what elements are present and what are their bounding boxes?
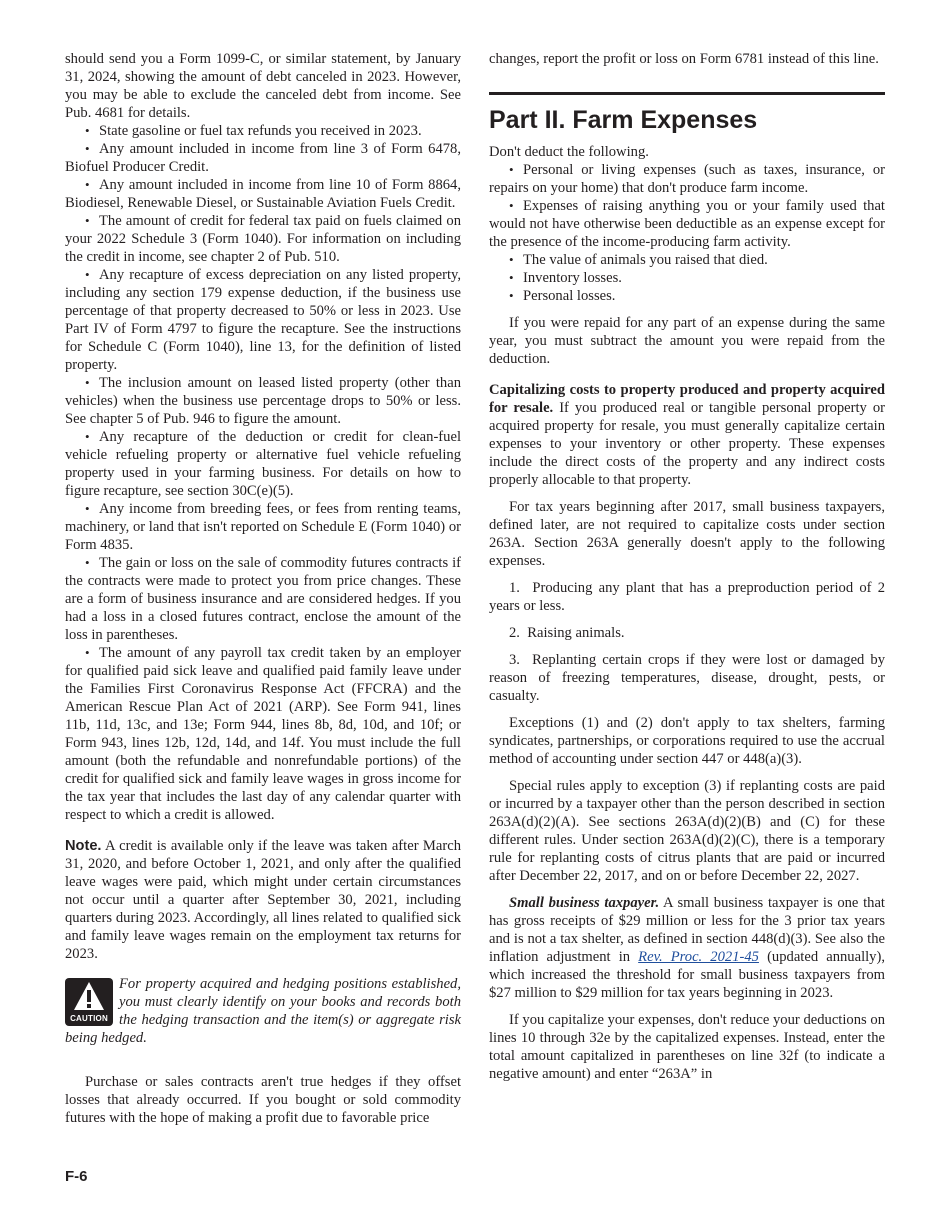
note-label: Note. [65, 838, 102, 854]
section-divider [489, 92, 885, 95]
bullet-item: • The amount of credit for federal tax paid on fuels claimed on your 2022 Schedule 3 (Form 1040). For information on including the credit in income, see chapter 2 of Pub. 510. [65, 212, 461, 266]
bullet-item: • The gain or loss on the sale of commodity futures contracts if the contracts were made to protect you from price changes. These are a form of business insurance and are considered hedges. If you had a loss in a closed futures contract, enclose the amount of the loss in parentheses. [65, 554, 461, 644]
special-rules-paragraph: Special rules apply to exception (3) if replanting costs are paid or incurred by a taxpayer other than the person described in section 263A(d)(2)(A). See sections 263A(d)(2)(B) and (C) for these different rules. Under section 263A(d)(2)(C), there is a temporary rule for replanting costs of citrus plants that are paid or incurred after December 22, 2017, and on or before December 22, 2027. [489, 778, 885, 884]
tax-years-paragraph: For tax years beginning after 2017, small business taxpayers, defined later, are not required to capitalize costs under section 263A. Section 263A generally doesn't apply to the following expenses. [489, 499, 885, 569]
note-paragraph [65, 837, 461, 963]
section-heading: Part II. Farm Expenses [489, 106, 758, 134]
capitalizing-heading: Capitalizing costs to property produced and property acquired for resale. [489, 382, 885, 416]
note-text: A credit is available only if the leave was taken after March 31, 2020, and before October 1, 2021, and only after the qualified leave wages were paid, which might under certain circumstances not occur until a quarter after September 30, 2021, including quarters during 2023. Accordingly, all lines related to qualified sick and family leave wages remain on the employment tax returns for 2023. [65, 838, 462, 962]
form-6781-paragraph: changes, report the profit or loss on Form 6781 instead of this line. [489, 51, 879, 67]
bullet-item: • Inventory losses. [489, 269, 885, 287]
bullet-item: • Personal or living expenses (such as taxes, insurance, or repairs on your home) that don't produce farm income. [489, 161, 885, 197]
bullet-item: • Any income from breeding fees, or fees from renting teams, machinery, or land that isn't reported on Schedule E (Form 1040) or Form 4835. [65, 500, 461, 554]
bullet-item: • The amount of any payroll tax credit taken by an employer for qualified paid sick leave and qualified paid family leave under the Families First Coronavirus Response Act (FFCRA) and the American Rescue Plan Act of 2021 (ARP). See Form 941, lines 11b, 11d, 13c, and 13e; Form 944, lines 8b, 8d, 10d, and 10f; or Form 943, lines 12b, 12d, 14d, and 14f. You must include the full amount (both the refundable and nonrefundable portions) of the credit for qualified sick and family leave wages in gross income for the tax year that includes the last day of any calendar quarter with respect to which a credit is allowed. [65, 644, 461, 824]
small-business-heading: Small business taxpayer. [509, 895, 660, 911]
caution-block [65, 975, 461, 1047]
debt-cancellation-paragraph: should send you a Form 1099-C, or similar statement, by January 31, 2024, showing the amount of debt canceled in 2023. However, you may be able to exclude the canceled debt from income. See Pub. 4681 for details. [65, 51, 461, 121]
caution-icon [65, 978, 113, 1026]
item-text: Raising animals. [527, 625, 625, 641]
bullet-item: • State gasoline or fuel tax refunds you received in 2023. [65, 122, 461, 140]
caution-text: For property acquired and hedging positions established, you must clearly identify on your books and records both the hedging transaction and the item(s) or aggregate risk being hedged. [65, 976, 461, 1046]
left-column [65, 50, 461, 1127]
item-number: 1. [509, 580, 520, 596]
item-text: Replanting certain crops if they were lost or damaged by reason of freezing temperatures, disease, drought, pests, or casualty. [489, 652, 886, 704]
dont-deduct-intro: Don't deduct the following. [489, 144, 649, 160]
bullet-item: • The value of animals you raised that died. [489, 251, 885, 269]
hedges-paragraph: Purchase or sales contracts aren't true hedges if they offset losses that already occurred. If you bought or sold commodity futures with the hope of making a profit due to favorable price [65, 1074, 461, 1126]
item-number: 2. [509, 625, 520, 641]
numbered-item [489, 624, 885, 642]
right-column [489, 50, 885, 1083]
repaid-paragraph: If you were repaid for any part of an expense during the same year, you must subtract the amount you were repaid from the deduction. [489, 315, 885, 367]
bullet-item: • Any amount included in income from line 10 of Form 8864, Biodiesel, Renewable Diesel, or Sustainable Aviation Fuels Credit. [65, 176, 461, 212]
capitalize-expenses-paragraph: If you capitalize your expenses, don't reduce your deductions on lines 10 through 32e by the capitalized expenses. Instead, enter the total amount capitalized in parentheses on line 32f (to indicate a negative amount) and enter “263A” in [489, 1012, 885, 1082]
caution-label: CAUTION [70, 1014, 108, 1023]
page-number: F-6 [65, 1168, 88, 1185]
bullet-item: • The inclusion amount on leased listed property (other than vehicles) when the business use percentage drops to 50% or less. See chapter 5 of Pub. 946 to figure the amount. [65, 374, 461, 428]
bullet-item: • Any amount included in income from line 3 of Form 6478, Biofuel Producer Credit. [65, 140, 461, 176]
numbered-item [489, 651, 885, 705]
numbered-item [489, 579, 885, 615]
bullet-item: • Any recapture of excess depreciation on any listed property, including any section 179 expense deduction, if the business use percentage of that property decreased to 50% or less in 2023. Use Part IV of Form 4797 to figure the recapture. See the instructions for Schedule C (Form 1040), line 13, for the definition of listed property. [65, 266, 461, 374]
bullet-item: • Expenses of raising anything you or your family used that would not have otherwise been deductible as an expense except for the presence of the income-producing farm activity. [489, 197, 885, 251]
bullet-item: • Any recapture of the deduction or credit for clean-fuel vehicle refueling property or alternative fuel vehicle refueling property used in your farming business. For details on how to figure recapture, see section 30C(e)(5). [65, 428, 461, 500]
rev-proc-link[interactable]: Rev. Proc. 2021-45 [638, 949, 759, 965]
warning-triangle-icon [73, 981, 105, 1011]
capitalizing-paragraph [489, 381, 885, 489]
exceptions-paragraph: Exceptions (1) and (2) don't apply to tax shelters, farming syndicates, partnerships, or corporations required to use the accrual method of accounting under section 447 or 448(a)(3). [489, 715, 885, 767]
small-business-text: A small business taxpayer is one that has gross receipts of $29 million or less for the 3 prior tax years and is not a tax shelter, as defined in section 448(d)(3). See also the inflation adjustment in [489, 895, 885, 965]
small-business-text-after: (updated annually), which increased the threshold for small business taxpayers from $27 million to $29 million for tax years beginning in 2023. [489, 949, 885, 1001]
bullet-item: • Personal losses. [489, 287, 885, 305]
capitalizing-text: If you produced real or tangible personal property or acquired property for resale, you must generally capitalize certain expenses to your inventory or other property. These expenses include the direct costs of the property and any indirect costs properly allocable to that property. [489, 400, 885, 488]
item-number: 3. [509, 652, 520, 668]
item-text: Producing any plant that has a preproduction period of 2 years or less. [489, 580, 885, 614]
small-business-paragraph [489, 894, 885, 1002]
